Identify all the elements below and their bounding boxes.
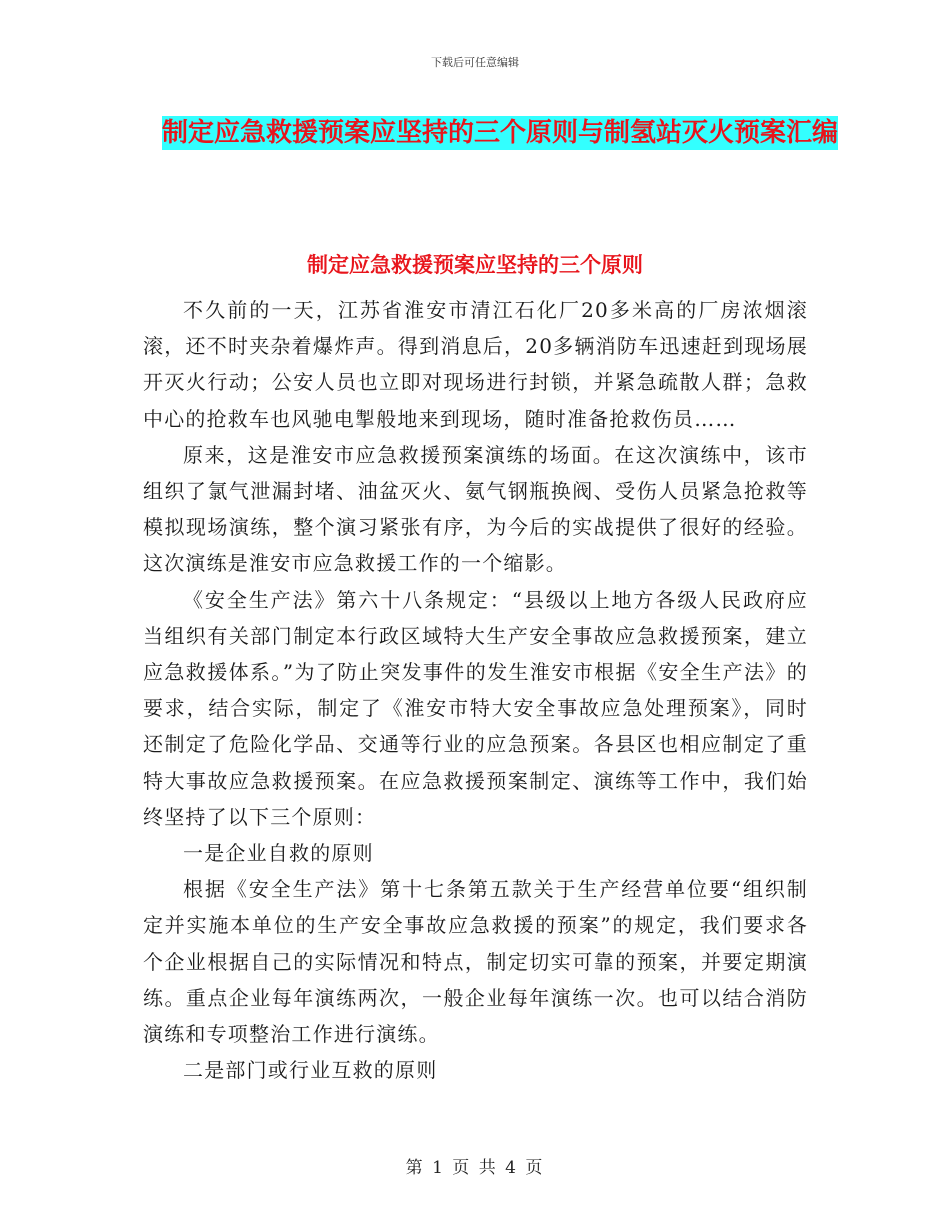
document-body [143, 292, 808, 1088]
paragraph: 原来，这是淮安市应急救援预案演练的场面。在这次演练中，该市组织了氯气泄漏封堵、油盆灭火、氨气钢瓶换阀、受伤人员紧急抢救等模拟现场演练，整个演习紧张有序，为今后的实战提供了很好的经验。这次演练是淮安市应急救援工作的一个缩影。 [143, 442, 808, 576]
section-title: 制定应急救援预案应坚持的三个原则 [307, 253, 643, 277]
document-title-text: 制定应急救援预案应坚持的三个原则与制氢站灭火预案汇编 [161, 118, 838, 148]
paragraph: 不久前的一天，江苏省淮安市清江石化厂20多米高的厂房浓烟滚滚，还不时夹杂着爆炸声。得到消息后，20多辆消防车迅速赶到现场展开灭火行动；公安人员也立即对现场进行封锁，并紧急疏散人群；急救中心的抢救车也风驰电掣般地来到现场，随时准备抢救伤员…… [143, 298, 808, 431]
header-note: 下载后可任意编辑 [431, 56, 519, 69]
principle-heading: 二是部门或行业互救的原则 [183, 1058, 438, 1083]
paragraph: 《安全生产法》第六十八条规定：“县级以上地方各级人民政府应当组织有关部门制定本行政区域特大生产安全事故应急救援预案，建立应急救援体系。”为了防止突发事件的发生淮安市根据《安全生产法》的要求，结合实际，制定了《淮安市特大安全事故应急处理预案》，同时还制定了危险化学品、交通等行业的应急预案。各县区也相应制定了重特大事故应急救援预案。在应急救援预案制定、演练等工作中，我们始终坚持了以下三个原则： [143, 587, 808, 829]
paragraph: 根据《安全生产法》第十七条第五款关于生产经营单位要“组织制定并实施本单位的生产安全事故应急救援的预案”的规定，我们要求各个企业根据自己的实际情况和特点，制定切实可靠的预案，并要定期演练。重点企业每年演练两次，一般企业每年演练一次。也可以结合消防演练和专项整治工作进行演练。 [143, 877, 808, 1047]
principle-heading: 一是企业自救的原则 [183, 841, 374, 866]
page-footer: 第 1 页 共 4 页 [405, 1158, 545, 1178]
document-title [150, 109, 850, 157]
